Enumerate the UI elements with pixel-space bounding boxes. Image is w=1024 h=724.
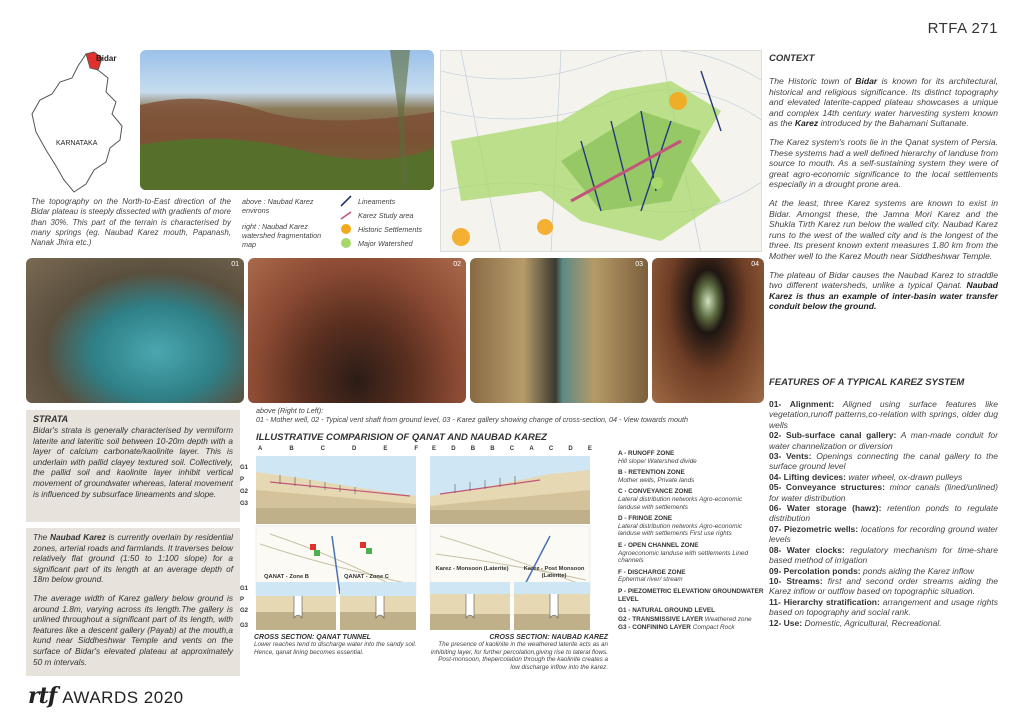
photo-number: 03 [635, 261, 643, 268]
zone-title: F - DISCHARGE ZONE [618, 568, 686, 576]
feature-item [769, 399, 998, 430]
feature-item [769, 503, 998, 524]
feature-item [769, 472, 998, 482]
layer-labels-top [240, 462, 248, 510]
zone-letter: D [451, 446, 456, 452]
feature-text: Aligned using surface features like vegetation,runoff patterns,co-relation with springs, older dug wells [769, 399, 999, 430]
context-paragraph-3: At the least, three Karez systems are known to exist in Bidar. Amongst these, the Jamna Mori Karez and the Shukla Tirth Karez run below the walled city. Naubad Karez runs to the west of the walled city and is the longest of the three. Its present known extent measures 1.80 km from the Mother well to the Karez Mouth near Siddheshwar Temple. [769, 197, 998, 261]
photo-number: 02 [453, 261, 461, 268]
feature-label: 05- Conveyance structures: [769, 482, 885, 493]
naubad-p1-bold: Naubad Karez [50, 532, 106, 542]
zone-desc: Hill slope/ Watershed divide [618, 457, 697, 465]
context-column [769, 53, 998, 320]
zone-letter: E [383, 446, 388, 452]
legend-item [340, 194, 440, 208]
photo-caption-text: 01 - Mother well, 02 - Typical vent shaft from ground level, 03 - Karez gallery showing change of cross-section, 04 - View towards mouth [256, 415, 688, 424]
feature-label: 11- Hierarchy stratification: [769, 596, 880, 607]
dot-orange-icon [340, 223, 352, 235]
section-label-qanat-c: QANAT - Zone C [344, 574, 389, 580]
ground-level-desc: Weathered zone [704, 615, 752, 623]
zone-desc: Agroeconomic landuse with settlements Lined channels [618, 549, 749, 565]
context-paragraph-4 [769, 270, 998, 312]
feature-text: minor canals (lined/unlined) for water distribution [769, 482, 998, 503]
context-paragraph-1 [769, 76, 998, 129]
feature-label: 10- Streams: [769, 575, 823, 586]
zone-title: P - PIEZOMETRIC ELEVATION/ GROUNDWATER LEVEL [618, 587, 764, 603]
cs-qanat-title: CROSS SECTION: QANAT TUNNEL [254, 634, 371, 641]
feature-label: 08- Water clocks: [769, 544, 845, 555]
letter-row-karez [432, 446, 592, 452]
zone-letter: D [351, 446, 357, 452]
comparison-title: ILLUSTRATIVE COMPARISION OF QANAT AND NAUBAD KAREZ [256, 432, 547, 443]
photo-karez-gallery [470, 258, 648, 403]
zone-letter: E [432, 446, 437, 452]
karnataka-outline [24, 48, 134, 196]
naubad-paragraph-2: The average width of Karez gallery below ground is around 1.8m, varying across its length.The gallery is unlined throughout a significant part of its length, with features like a descent gallery (Payab) at the mouth,a kund near Siddheshwar Temple and vents on the surface of Bidar's elevated plateau at approximately 50 m intervals. [33, 592, 233, 667]
zone-letter: A [258, 446, 263, 452]
feature-item [769, 430, 998, 451]
cs-qanat [254, 634, 422, 656]
zone-desc: Ephermal river/ stream [618, 576, 683, 584]
ground-level-desc: Compact Rock [692, 624, 735, 632]
section-label-qanat-b: QANAT - Zone B [264, 574, 309, 580]
layer-label: G2 [240, 608, 249, 614]
zone-item [618, 488, 766, 511]
zone-desc: Lateral distribution networks Agro-economic landuse with settlements First use rights [618, 522, 743, 538]
strata-box [26, 410, 240, 522]
rtf-logo: rtf [28, 683, 57, 709]
feature-item [769, 566, 998, 576]
naubad-p1-pre: The [33, 532, 51, 542]
feature-label: 01- Alignment: [769, 399, 835, 409]
photo-vent-shaft [248, 258, 466, 403]
feature-text: A man-made conduit for water channelization or diversion [769, 430, 998, 451]
zone-letter: F [414, 446, 418, 452]
cs-karez [430, 634, 608, 671]
map-legend [340, 194, 440, 250]
ground-level-item [618, 624, 766, 632]
footer-brand [28, 683, 184, 709]
watershed-map [440, 50, 762, 252]
feature-label: 09- Percolation ponds: [769, 565, 861, 576]
zone-letter: C [320, 446, 325, 452]
zone-title: B - RETENTION ZONE [618, 469, 685, 477]
feature-label: 07- Piezometric wells: [769, 523, 859, 534]
layer-label: G3 [240, 501, 249, 507]
features-title: FEATURES OF A TYPICAL KAREZ SYSTEM [769, 377, 965, 388]
zone-item [618, 515, 766, 538]
context-p1-c: introduced by the Bahamani Sultanate. [818, 118, 969, 129]
map-label-bidar: Bidar [96, 54, 117, 63]
context-p4: The plateau of Bidar causes the Naubad Karez to straddle two different watersheds, unlike a typical Qanat. [769, 269, 998, 291]
cs-karez-note: The presence of kaolinite in the weathered laterite acts as an inhibiting layer, for further percolation,giving rise to lateral flows. Post-monsoon, thepercolation through the kaolinite creates a low discharge inflow into the karez. [430, 641, 608, 671]
legend-label: Lineaments [358, 196, 396, 206]
zone-letter: C [548, 446, 554, 452]
strata-text: Bidar's strata is generally characterised by vermiform laterite and lateritic soil between 10-20m depth with a layer of calcium carbonate/kaolinite layer. This is underlain with pallid clayey textured soil. Collectively, the pallid soil and kaolinite layer inhibit vertical movement of groundwater whereas, lateral movement is influenced by subsurface lineaments and slope. [33, 425, 233, 499]
feature-label: 12- Use: [769, 617, 803, 628]
line-navy-icon [340, 195, 352, 207]
zone-letter: A [529, 446, 534, 452]
feature-item [769, 618, 998, 628]
zone-title: C - CONVEYANCE ZONE [618, 488, 693, 496]
context-p1-karez: Karez [794, 118, 819, 129]
feature-label: 06- Water storage (hawz): [769, 503, 882, 514]
layer-label: G3 [240, 623, 249, 629]
feature-text: retention ponds to regulate distribution [769, 503, 998, 524]
zone-letter: E [587, 446, 592, 452]
zone-title: A - RUNOFF ZONE [618, 450, 675, 457]
zone-letter: C [509, 446, 515, 452]
landscape-photo [140, 50, 434, 190]
zone-item [618, 569, 766, 584]
feature-text: ponds aiding the Karez inflow [860, 565, 975, 576]
legend-label: Karez Study area [358, 210, 414, 220]
feature-text: Domestic, Agricultural, Recreational. [802, 617, 942, 628]
layer-label: P [240, 597, 245, 603]
section-label-karez-post-monsoon: Karez - Post Monsoon (Laterite) [523, 566, 585, 579]
photo-view-to-mouth [652, 258, 764, 403]
feature-item [769, 545, 998, 566]
layer-label: G2 [240, 489, 249, 495]
feature-label: 02- Sub-surface canal gallery: [769, 430, 897, 441]
karnataka-map [24, 48, 134, 196]
naubad-box [26, 528, 240, 676]
cs-qanat-note: Lower reaches tend to discharge water into the sandy soil. Hence, qanat lining becomes essential. [254, 641, 417, 656]
legend-label: Historic Settlements [358, 224, 422, 234]
context-p4-bold: Naubad Karez is thus an example of inter-basin water transfer conduit below the ground. [769, 280, 998, 312]
zone-title: D - FRINGE ZONE [618, 515, 672, 523]
awards-label: AWARDS 2020 [62, 688, 184, 707]
ground-level-code: G3 - CONFINING LAYER [618, 624, 691, 632]
feature-label: 04- Lifting devices: [769, 471, 846, 482]
line-pink-icon [340, 209, 352, 221]
legend-item [340, 222, 440, 236]
feature-text: arrangement and usage rights based on topography and social rank. [769, 596, 998, 618]
topography-text: The topography on the North-to-East direction of the Bidar plateau is steeply dissected with gradients of more than 30%. This part of the terrain is characterised by many springs (eg. Naubad Karez mouth, Papanash, Nanak Jhira etc.) [31, 197, 231, 248]
feature-text: water wheel, ox-drawn pulleys [846, 471, 963, 482]
context-p1-b: is known for its architectural, historical and religious significance. Its distinct topography and elevated laterite-capped plateau showcases a unique and complex 14th century water harvesting system known as the [769, 76, 998, 129]
caption-right: right : Naubad Karez watershed fragmentation map [242, 222, 322, 249]
zone-letter: D [568, 446, 573, 452]
zone-item [618, 450, 766, 465]
feature-item [769, 576, 998, 597]
legend-item [340, 208, 440, 222]
naubad-paragraph-1 [33, 532, 233, 585]
photo-mother-well [26, 258, 244, 403]
legend-label: Major Watershed [358, 238, 413, 248]
context-title: CONTEXT [769, 53, 815, 64]
zone-desc: Lateral distribution networks Agro-economic landuse with settlements [618, 495, 743, 511]
context-paragraph-2: The Karez system's roots lie in the Qanat system of Persia. These systems had a well defined hierarchy of landuse from source to mouth. As a self-sustaining system they were of great agro-economic significance to the local settlements especially in a drought prone area. [769, 136, 998, 190]
ground-level-item [618, 607, 766, 615]
feature-text: regulatory mechanism for time-share based method of irrigation [769, 544, 998, 566]
feature-item [769, 451, 998, 472]
zone-item [618, 469, 766, 484]
photo-number: 01 [231, 261, 239, 268]
caption-above: above : Naubad Karez environs [242, 197, 314, 215]
zone-letter: B [289, 446, 294, 452]
layer-label: P [240, 477, 245, 483]
cross-sections [256, 582, 590, 630]
cs-karez-title: CROSS SECTION: NAUBAD KAREZ [489, 634, 608, 641]
map-label-karnataka: KARNATAKA [56, 140, 98, 147]
ground-level-code: G2 - TRANSMISSIVE LAYER [618, 615, 703, 623]
letter-row-qanat [258, 446, 418, 452]
zone-legend [618, 450, 766, 636]
strata-title: STRATA [33, 414, 69, 424]
features-column [769, 377, 998, 628]
feature-text: locations for recording ground water levels [769, 523, 998, 545]
context-p1-a: The Historic town of [769, 76, 856, 86]
zone-letter: B [470, 446, 476, 452]
naubad-p1-rest: is currently overlain by residential zones, arterial roads and farmlands. It traverses below relatively flat ground (1:50 to 1:100 slope) for a significant part of its length at an average depth of 18m below ground. [33, 532, 234, 585]
photo-number: 04 [751, 261, 759, 268]
legend-item [340, 236, 440, 250]
layer-label: G1 [240, 465, 249, 471]
feature-item [769, 597, 998, 618]
feature-item [769, 524, 998, 545]
zone-letter: B [490, 446, 495, 452]
ground-level-code: G1 - NATURAL GROUND LEVEL [618, 607, 716, 615]
ground-level-item [618, 616, 766, 624]
zone-title: E - OPEN CHANNEL ZONE [618, 541, 699, 549]
sheet-id: RTFA 271 [927, 20, 998, 37]
comparison-diagram [240, 444, 612, 676]
feature-text: Openings connecting the canal gallery to the surface ground level [769, 451, 998, 472]
zone-item [618, 588, 766, 603]
section-label-karez-monsoon: Karez - Monsoon (Laterite) [435, 566, 509, 572]
zone-desc: Mother wells, Private lands [618, 476, 695, 484]
layer-label: G1 [240, 586, 249, 592]
feature-text: first and second order streams aiding the Karez inflow or outflow based on topographic situation. [769, 575, 999, 597]
feature-item [769, 482, 998, 503]
photo-caption-title: above (Right to Left): [256, 406, 324, 415]
dot-green-icon [340, 237, 352, 249]
context-p1-bidar: Bidar [855, 76, 878, 86]
layer-labels-bottom [240, 584, 248, 632]
zone-item [618, 542, 766, 565]
feature-label: 03- Vents: [769, 451, 812, 462]
